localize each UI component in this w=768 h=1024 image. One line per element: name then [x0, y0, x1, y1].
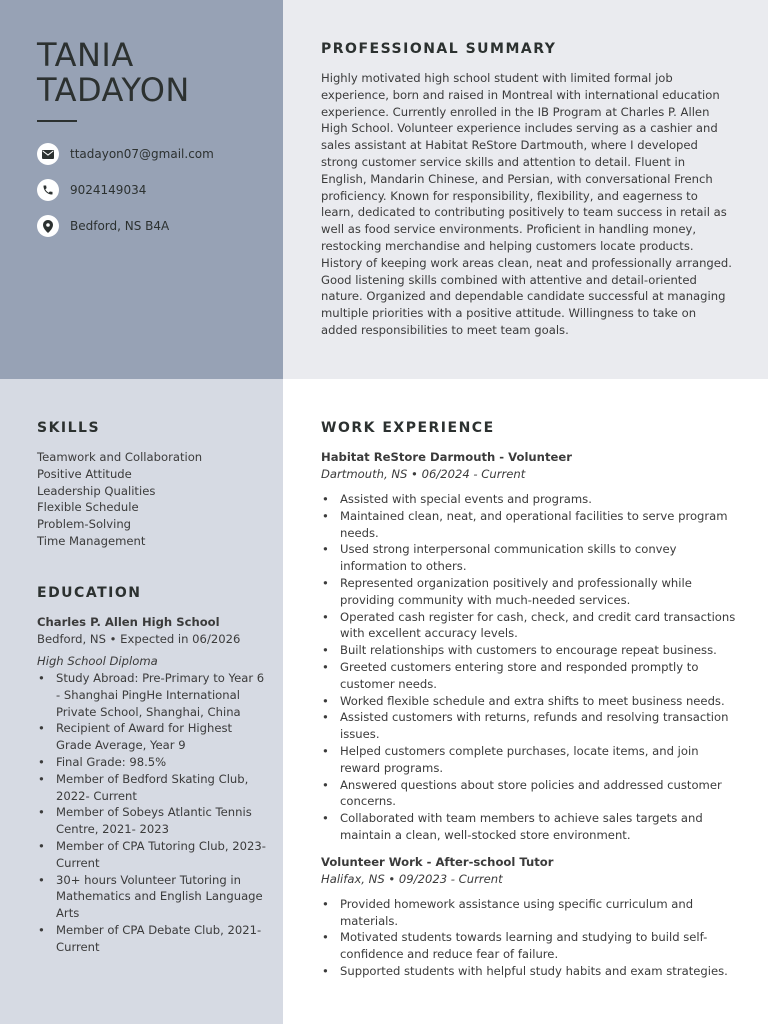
job-bullet: • Provided homework assistance using specific curriculum and materials. [321, 896, 741, 930]
job-bullet: • Supported students with helpful study habits and exam strategies. [321, 963, 741, 980]
education-bullet: • Member of CPA Tutoring Club, 2023- Current [37, 838, 267, 872]
job-bullet: • Worked flexible schedule and extra shifts to meet business needs. [321, 693, 741, 710]
contact-list [37, 143, 214, 251]
education-bullet: • Final Grade: 98.5% [37, 754, 267, 771]
education-bullet: • Member of CPA Debate Club, 2021- Current [37, 922, 267, 956]
envelope-icon [37, 143, 59, 165]
summary-text: Highly motivated high school student with limited formal job experience, born and raised in Montreal with international education experience. Currently enrolled in the IB Program at Charles P. Allen High School. Volunteer experience includes serving as a cashier and sales assistant at Habitat ReStore Dartmouth, where I developed strong customer service skills and attention to detail. Fluent in English, Mandarin Chinese, and Persian, with conversational French proficiency. Known for responsibility, flexibility, and eagerness to learn, dedicated to contributing positively to team success in retail as well as food service environments. Proficient in handling money, restocking merchandise and helping customers locate products. History of keeping work areas clean, neat and professionally arranged. Good listening skills combined with attentive and detail-oriented nature. Organized and dependable candidate successful at managing multiple priorities with a positive attitude. Willingness to take on added responsibilities to meet team goals. [321, 71, 732, 337]
contact-location [37, 215, 214, 237]
skill-item: Leadership Qualities [37, 483, 156, 498]
work-heading: WORK EXPERIENCE [321, 420, 495, 436]
skills-section [37, 420, 267, 550]
phone-icon [37, 179, 59, 201]
education-heading: EDUCATION [37, 585, 142, 601]
job-meta: Dartmouth, NS • 06/2024 - Current [321, 467, 526, 481]
job-bullet: • Used strong interpersonal communication skills to convey information to others. [321, 541, 741, 575]
skill-item: Teamwork and Collaboration [37, 450, 203, 464]
skill-item: Time Management [37, 533, 146, 548]
job-bullet: • Answered questions about store policies and addressed customer concerns. [321, 777, 741, 811]
education-bullet: • Study Abroad: Pre-Primary to Year 6 - Shanghai PingHe International Private School, Shanghai, China [37, 670, 267, 720]
school-meta: Bedford, NS • Expected in 06/2026 [37, 632, 241, 646]
job-bullet: • Greeted customers entering store and responded promptly to customer needs. [321, 659, 741, 693]
job-bullet: • Assisted with special events and programs. [321, 491, 741, 508]
education-bullet: • Member of Bedford Skating Club, 2022- Current [37, 771, 267, 805]
education-bullet: • Recipient of Award for Highest Grade Average, Year 9 [37, 720, 267, 754]
job-title: Volunteer Work - After-school Tutor [321, 854, 554, 869]
job-title: Habitat ReStore Darmouth - Volunteer [321, 450, 572, 464]
contact-phone[interactable] [37, 179, 214, 201]
job-meta: Halifax, NS • 09/2023 - Current [321, 871, 503, 886]
job-bullet: • Helped customers complete purchases, locate items, and join reward programs. [321, 743, 741, 777]
summary-heading: PROFESSIONAL SUMMARY [321, 41, 557, 57]
skills-list [37, 449, 267, 550]
job-bullet: • Operated cash register for cash, check, and credit card transactions with excellent accuracy levels. [321, 609, 741, 643]
education-bullets [37, 670, 267, 956]
first-name: TANIA [37, 36, 134, 74]
education-section [37, 585, 267, 956]
job-bullet: • Maintained clean, neat, and operational facilities to serve program needs. [321, 508, 741, 542]
education-bullet: • 30+ hours Volunteer Tutoring in Mathematics and English Language Arts [37, 872, 267, 922]
school-name: Charles P. Allen High School [37, 615, 220, 629]
job-bullets [321, 491, 741, 844]
job-bullet: • Assisted customers with returns, refunds and resolving transaction issues. [321, 709, 741, 743]
job-bullet: • Built relationships with customers to encourage repeat business. [321, 642, 741, 659]
location-text: Bedford, NS B4A [70, 219, 170, 233]
job-bullets [321, 896, 741, 980]
skill-item: Positive Attitude [37, 466, 132, 481]
last-name: TADAYON [37, 71, 190, 109]
degree-name: High School Diploma [37, 654, 158, 668]
candidate-name [37, 38, 190, 108]
job-bullet: • Represented organization positively and professionally while providing community with much-needed services. [321, 575, 741, 609]
professional-summary-section [321, 41, 733, 339]
education-bullet: • Member of Sobeys Atlantic Tennis Centre, 2021- 2023 [37, 804, 267, 838]
skill-item: Problem-Solving [37, 517, 132, 532]
job-bullet: • Collaborated with team members to achieve sales targets and maintain a clean, well-stocked store environment. [321, 810, 741, 844]
phone-text[interactable]: 9024149034 [70, 183, 147, 197]
contact-email[interactable] [37, 143, 214, 165]
map-pin-icon [37, 215, 59, 237]
job-bullet: • Motivated students towards learning and studying to build self-confidence and reduce fear of failure. [321, 929, 741, 963]
work-experience-section [321, 420, 741, 980]
email-text[interactable]: ttadayon07@gmail.com [70, 147, 214, 161]
skill-item: Flexible Schedule [37, 500, 139, 515]
name-divider [37, 120, 77, 122]
skills-heading: SKILLS [37, 420, 101, 436]
